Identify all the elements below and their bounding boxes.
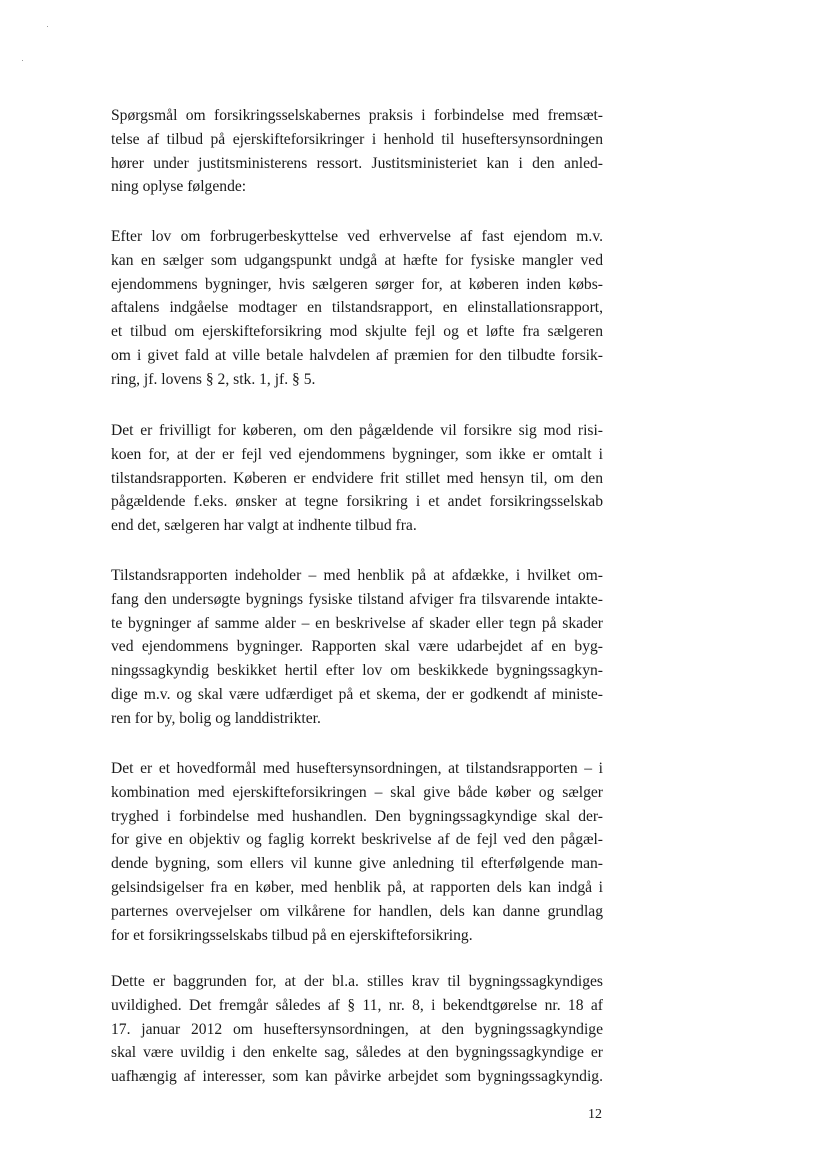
text-line: kombination med ejerskifteforsikringen – skal give både køber og sælger <box>111 783 603 801</box>
text-line: for et forsikringsselskabs tilbud på en ejerskifteforsikring. <box>111 926 473 944</box>
scan-speck <box>47 26 48 27</box>
text-line: skal være uvildig i den enkelte sag, således at den bygningssagkyndige er <box>111 1044 603 1062</box>
page-number: 12 <box>588 1107 602 1122</box>
text-line: om i givet fald at ville betale halvdelen af præmien for den tilbudte forsik- <box>111 346 603 364</box>
paragraph-1 <box>111 104 603 199</box>
text-line: uafhængig af interesser, som kan påvirke arbejdet som bygningssagkyndig. <box>111 1068 603 1086</box>
text-line: ningssagkyndig beskikket hertil efter lov om beskikkede bygningssagkyn- <box>111 662 603 680</box>
text-line: koen for, at der er fejl ved ejendommens bygninger, som ikke er omtalt i <box>111 445 603 463</box>
text-line: Det er frivilligt for køberen, om den pågældende vil forsikre sig mod risi- <box>111 422 603 439</box>
text-line: kan en sælger som udgangspunkt undgå at hæfte for fysiske mangler ved <box>111 251 603 269</box>
text-line: pågældende f.eks. ønsker at tegne forsikring i et andet forsikringsselskab <box>111 493 603 511</box>
text-line: et tilbud om ejerskifteforsikring mod skjulte fejl og et løfte fra sælgeren <box>111 323 603 341</box>
paragraph-6 <box>111 970 603 1089</box>
text-line: Tilstandsrapporten indeholder – med henblik på at afdække, i hvilket om- <box>111 567 603 584</box>
scan-speck <box>22 60 23 61</box>
text-line: ren for by, bolig og landdistrikter. <box>111 709 321 727</box>
text-line: 17. januar 2012 om huseftersynsordningen, at den bygningssagkyndige <box>111 1020 603 1038</box>
text-line: ejendommens bygninger, hvis sælgeren sørger for, at køberen inden købs- <box>111 275 603 293</box>
paragraph-2 <box>111 225 603 392</box>
text-line: gelsindsigelser fra en køber, med henblik på, at rapporten dels kan indgå i <box>111 878 603 896</box>
text-line: Det er et hovedformål med huseftersynsordningen, at tilstandsrapporten – i <box>111 760 603 777</box>
paragraph-3 <box>111 419 603 538</box>
text-line: tryghed i forbindelse med hushandlen. Den bygningssagkyndige skal der- <box>111 807 603 825</box>
text-line: parternes overvejelser om vilkårene for handlen, dels kan danne grundlag <box>111 902 603 920</box>
text-line: tilstandsrapporten. Køberen er endvidere frit stillet med hensyn til, om den <box>111 469 603 487</box>
text-line: aftalens indgåelse modtager en tilstandsrapport, en elinstallationsrapport, <box>111 299 603 317</box>
text-line: te bygninger af samme alder – en beskrivelse af skader eller tegn på skader <box>111 614 603 632</box>
text-line: end det, sælgeren har valgt at indhente tilbud fra. <box>111 517 417 535</box>
text-line: hører under justitsministerens ressort. Justitsministeriet kan i den anled- <box>111 154 603 172</box>
text-line: Spørgsmål om forsikringsselskabernes praksis i forbindelse med fremsæt- <box>111 107 603 124</box>
text-line: for give en objektiv og faglig korrekt beskrivelse af de fejl ved den pågæl- <box>111 831 603 849</box>
paragraph-5 <box>111 757 603 947</box>
text-line: telse af tilbud på ejerskifteforsikringer i henhold til huseftersynsordningen <box>111 130 603 148</box>
text-line: Dette er baggrunden for, at der bl.a. stilles krav til bygningssagkyndiges <box>111 973 603 990</box>
text-line: uvildighed. Det fremgår således af § 11, nr. 8, i bekendtgørelse nr. 18 af <box>111 996 603 1014</box>
text-line: dende bygning, som ellers vil kunne give anledning til efterfølgende man- <box>111 855 603 873</box>
text-line: dige m.v. og skal være udfærdiget på et skema, der er godkendt af ministe- <box>111 685 603 703</box>
text-line: ved ejendommens bygninger. Rapporten skal være udarbejdet af en byg- <box>111 638 603 656</box>
paragraph-4 <box>111 564 603 731</box>
text-line: Efter lov om forbrugerbeskyttelse ved erhvervelse af fast ejendom m.v. <box>111 228 603 245</box>
text-line: fang den undersøgte bygnings fysiske tilstand afviger fra tilsvarende intakte- <box>111 590 603 608</box>
text-line: ring, jf. lovens § 2, stk. 1, jf. § 5. <box>111 370 316 388</box>
text-line: ning oplyse følgende: <box>111 178 247 196</box>
